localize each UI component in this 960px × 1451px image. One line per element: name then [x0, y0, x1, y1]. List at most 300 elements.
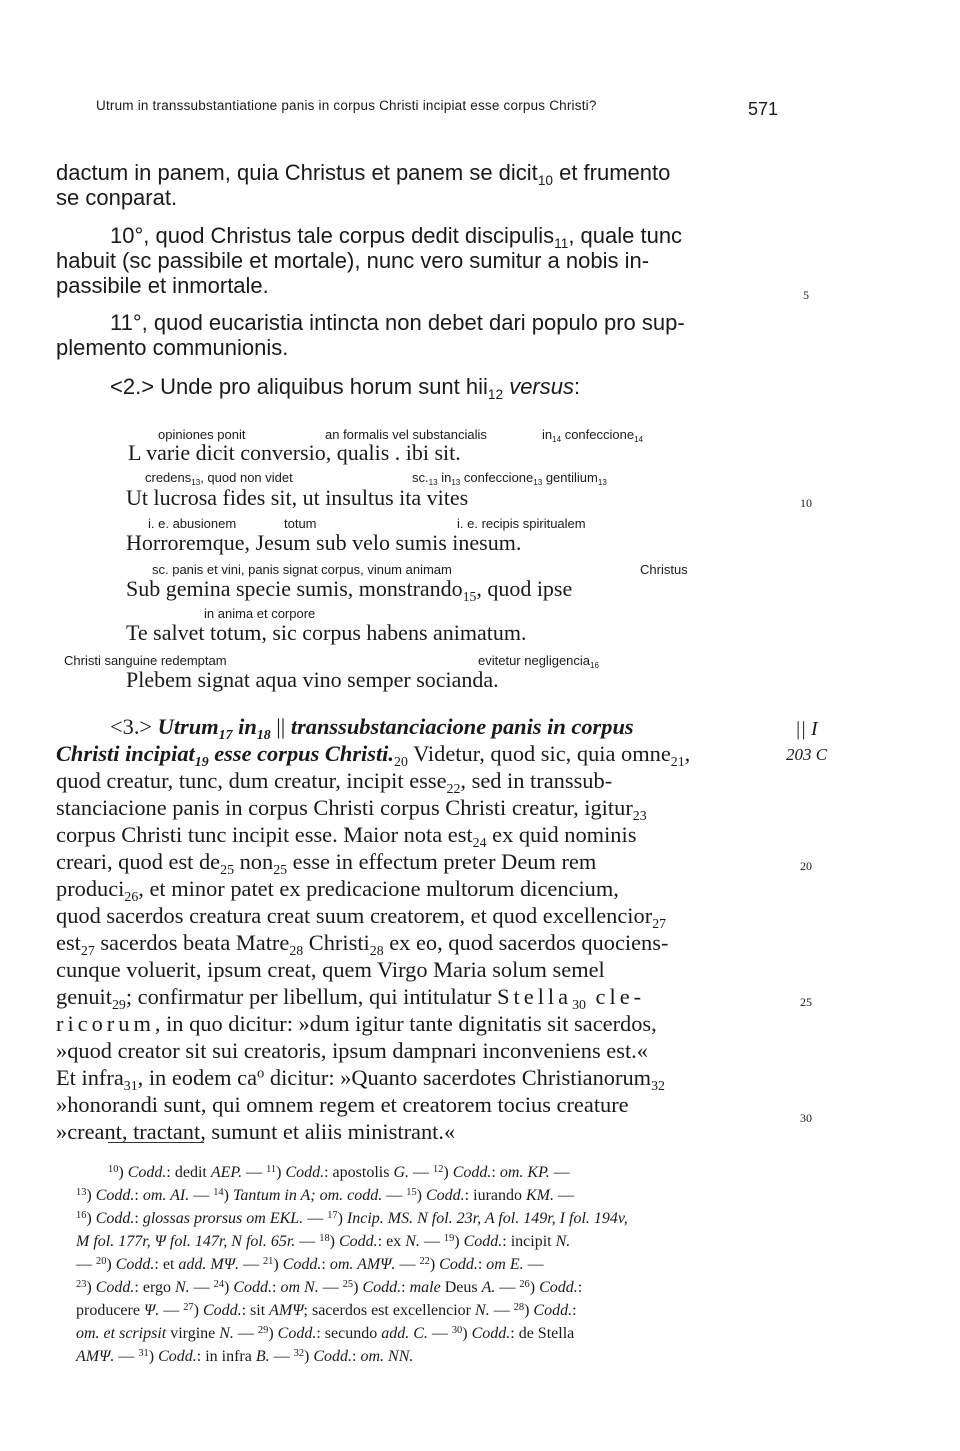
superscript-note-ref: 30: [451, 1324, 463, 1336]
text-segment: N.: [555, 1233, 571, 1250]
text-segment: esse in effectum preter Deum rem: [287, 849, 597, 874]
section-line: [56, 741, 691, 770]
subscript-note-ref: 28: [289, 943, 304, 959]
verse-gloss: [204, 606, 315, 621]
section-line: [56, 930, 669, 959]
text-segment: cle-: [585, 984, 646, 1009]
text-segment: produci: [56, 876, 125, 901]
text-segment: AMΨ.: [76, 1348, 115, 1365]
text-segment: —: [495, 1279, 520, 1296]
text-segment: Videtur, quod sic, quia omne: [407, 741, 671, 766]
text-segment: ||: [270, 714, 291, 739]
text-segment: Codd.: [426, 1187, 465, 1204]
text-segment: AEP.: [210, 1164, 243, 1181]
margin-folio-reference: 203 C: [786, 745, 828, 764]
text-segment: add. C.: [381, 1325, 428, 1342]
text-segment: ): [86, 1187, 96, 1204]
text-segment: ; confirmatur per libellum, qui intitulatur: [125, 984, 498, 1009]
text-segment: et frumento: [552, 160, 671, 185]
subscript-note-ref: 13: [451, 477, 461, 487]
text-segment: Deus: [440, 1279, 482, 1296]
text-line: [56, 185, 177, 211]
text-segment: Codd.: [463, 1233, 503, 1250]
text-segment: :: [491, 1164, 500, 1181]
text-segment: i. e. recipis spiritualem: [457, 516, 586, 531]
text-segment: N.: [219, 1325, 234, 1342]
section-line: [56, 1092, 629, 1118]
text-segment: KM.: [526, 1187, 554, 1204]
text-segment: , et minor patet ex predicacione multorum dicencium,: [138, 876, 619, 901]
text-segment: Codd.: [282, 1256, 322, 1273]
text-segment: ): [353, 1279, 363, 1296]
section-line: [56, 1065, 665, 1094]
section-line: [110, 714, 634, 743]
superscript-note-ref: 28: [513, 1301, 525, 1313]
subscript-note-ref: 17: [218, 727, 233, 743]
text-segment: Codd.: [339, 1233, 378, 1250]
text-segment: ): [86, 1210, 96, 1227]
section-line: [56, 822, 637, 851]
text-segment: ricorum: [56, 1011, 155, 1036]
superscript-note-ref: 16: [76, 1209, 87, 1221]
text-segment: om. AMΨ.: [329, 1256, 396, 1273]
text-segment: Codd.: [233, 1279, 273, 1296]
text-segment: Codd.: [95, 1279, 135, 1296]
text-segment: om N.: [280, 1279, 319, 1296]
subscript-note-ref: 10: [537, 172, 553, 188]
subscript-note-ref: 19: [194, 754, 209, 770]
verse-gloss: [412, 470, 607, 485]
text-segment: —: [409, 1164, 434, 1181]
superscript-note-ref: 10: [108, 1163, 119, 1175]
page-number: 571: [748, 99, 779, 119]
text-line: [110, 223, 682, 249]
text-segment: , in quo dicitur: »dum igitur tante dignitatis sit sacerdos,: [154, 1011, 657, 1036]
subscript-note-ref: 24: [472, 835, 487, 851]
text-segment: —: [395, 1256, 420, 1273]
text-segment: gentilium: [542, 470, 598, 485]
footnote-rule: [108, 1142, 204, 1143]
text-segment: ): [304, 1348, 314, 1365]
superscript-note-ref: 32: [293, 1347, 305, 1359]
text-segment: cunque voluerit, ipsum creat, quem Virgo Maria solum semel: [56, 957, 605, 982]
subscript-note-ref: 18: [256, 727, 271, 743]
subscript-note-ref: 13: [191, 477, 201, 487]
section-line: [56, 795, 647, 824]
text-segment: A.: [481, 1279, 496, 1296]
text-segment: om. et scripsit: [76, 1325, 167, 1342]
text-segment: —: [159, 1302, 184, 1319]
text-segment: :: [134, 1187, 143, 1204]
text-segment: ): [337, 1210, 347, 1227]
text-segment: —: [419, 1233, 444, 1250]
subscript-note-ref: 23: [632, 808, 647, 824]
text-segment: N.: [174, 1279, 190, 1296]
text-segment: Codd.: [127, 1164, 167, 1181]
verse-line: [126, 485, 468, 511]
subscript-note-ref: 29: [111, 997, 126, 1013]
text-segment: opiniones ponit: [158, 427, 246, 442]
text-segment: Tantum in A; om. codd.: [232, 1187, 383, 1204]
footnote-line: [76, 1325, 574, 1343]
footnote-line: [108, 1164, 570, 1182]
superscript-note-ref: 19: [443, 1232, 455, 1244]
text-segment: in anima et corpore: [204, 606, 316, 621]
text-segment: dactum in panem, quia Christus et panem se dicit: [56, 160, 538, 185]
text-segment: —: [549, 1164, 570, 1181]
text-segment: »quod creator sit sui creatoris, ipsum dampnari inconveniens est.«: [56, 1038, 648, 1063]
text-segment: , in eodem ca: [137, 1065, 258, 1090]
text-segment: dicitur: »Quanto sacerdotes Christianorum: [264, 1065, 652, 1090]
text-segment: —: [233, 1325, 258, 1342]
text-segment: Ut lucrosa fides sit, ut insultus ita vites: [126, 485, 469, 510]
superscript-note-ref: 13: [76, 1186, 87, 1198]
text-segment: Ψ.: [143, 1302, 160, 1319]
margin-line-number: 5: [803, 288, 809, 302]
subscript-note-ref: 22: [446, 781, 461, 797]
text-segment: versus: [509, 374, 574, 399]
text-segment: —: [427, 1325, 452, 1342]
text-segment: in: [437, 470, 452, 485]
text-segment: Codd.: [158, 1348, 197, 1365]
text-segment: evitetur negligencia: [478, 653, 591, 668]
text-segment: ): [118, 1164, 128, 1181]
text-segment: Codd.: [471, 1325, 511, 1342]
text-segment: passibile et inmortale.: [56, 273, 269, 298]
text-line: [56, 160, 670, 186]
footnote-line: [76, 1256, 544, 1274]
subscript-note-ref: 27: [80, 943, 95, 959]
text-segment: confeccione: [561, 427, 635, 442]
text-segment: virgine: [166, 1325, 220, 1342]
text-segment: om E.: [486, 1256, 524, 1273]
text-segment: plemento communionis.: [56, 335, 289, 360]
text-segment: , quale tunc: [568, 223, 683, 248]
text-segment: Codd.: [285, 1164, 325, 1181]
superscript-note-ref: o: [257, 1065, 265, 1082]
subscript-note-ref: 27: [652, 916, 667, 932]
text-segment: ): [524, 1302, 534, 1319]
subscript-note-ref: 14: [634, 434, 644, 444]
subscript-note-ref: 14: [552, 434, 562, 444]
text-segment: Plebem signat aqua vino semper socianda.: [126, 667, 499, 692]
text-segment: ): [268, 1325, 278, 1342]
running-title: Utrum in transsubstantiatione panis in corpus Christi incipiat esse corpus Christi?: [96, 98, 597, 113]
text-segment: : dedit: [166, 1164, 211, 1181]
text-segment: : ex: [377, 1233, 406, 1250]
text-segment: Codd.: [202, 1302, 242, 1319]
text-segment: :: [477, 1256, 487, 1273]
section-line: [56, 768, 613, 797]
margin-line-number: 25: [800, 995, 812, 1009]
superscript-note-ref: 11: [266, 1163, 277, 1175]
text-segment: 10°, quod Christus tale corpus dedit discipulis: [110, 223, 555, 248]
margin-line-number: 30: [800, 1111, 812, 1125]
text-segment: non: [234, 849, 274, 874]
text-segment: »honorandi sunt, qui omnem regem et creatorem tocius creature: [56, 1092, 629, 1117]
superscript-note-ref: 27: [183, 1301, 194, 1313]
text-segment: : apostolis: [324, 1164, 394, 1181]
text-segment: —: [554, 1187, 574, 1204]
text-segment: ): [106, 1256, 116, 1273]
section-line: [56, 984, 646, 1013]
subscript-note-ref: 20: [394, 754, 408, 770]
subscript-note-ref: 26: [124, 889, 139, 905]
superscript-note-ref: 14: [213, 1186, 224, 1198]
subscript-note-ref: 16: [590, 660, 599, 670]
text-segment: : et: [154, 1256, 179, 1273]
text-segment: ): [529, 1279, 540, 1296]
superscript-note-ref: 29: [257, 1324, 269, 1336]
text-segment: ): [276, 1164, 286, 1181]
text-segment: —: [318, 1279, 343, 1296]
superscript-note-ref: 17: [327, 1209, 338, 1221]
text-segment: sacerdos beata Matre: [94, 930, 290, 955]
superscript-note-ref: 18: [319, 1232, 330, 1244]
text-segment: in: [232, 714, 257, 739]
text-segment: —: [269, 1348, 294, 1365]
text-segment: :: [573, 374, 581, 399]
text-segment: L varie dicit conversio, qualis . ibi sit.: [128, 440, 461, 465]
text-segment: in: [542, 427, 553, 442]
section-line: [56, 1038, 648, 1064]
text-segment: ): [193, 1302, 203, 1319]
text-segment: Christi incipiat: [56, 741, 195, 766]
subscript-note-ref: 11: [554, 235, 569, 251]
text-segment: Horroremque, Jesum sub velo sumis inesum.: [126, 530, 522, 555]
text-segment: :: [134, 1210, 143, 1227]
subscript-note-ref: 25: [273, 862, 288, 878]
footnote-line: [76, 1348, 413, 1366]
text-segment: ): [329, 1233, 339, 1250]
text-segment: Incip. MS. N fol. 23r, A fol. 149r, I fol. 194v,: [346, 1210, 628, 1227]
text-segment: ex quid nominis: [486, 822, 637, 847]
subscript-note-ref: 12: [487, 386, 504, 402]
superscript-note-ref: 26: [519, 1278, 530, 1290]
text-segment: : sit: [241, 1302, 270, 1319]
text-segment: Codd.: [533, 1302, 573, 1319]
text-segment: —: [242, 1164, 267, 1181]
text-segment: 11°, quod eucaristia intincta non debet dari populo pro sup-: [110, 310, 685, 335]
text-segment: ex eo, quod sacerdos quociens-: [383, 930, 669, 955]
text-segment: stanciacione panis in corpus Christi corpus Christi creatur, igitur: [56, 795, 633, 820]
text-segment: ): [462, 1325, 472, 1342]
text-segment: :: [577, 1279, 583, 1296]
text-segment: ): [416, 1187, 426, 1204]
text-segment: add. MΨ.: [178, 1256, 239, 1273]
text-segment: i. e. abusionem: [148, 516, 237, 531]
text-segment: N.: [475, 1302, 490, 1319]
verse-gloss: [284, 516, 317, 531]
superscript-note-ref: 25: [342, 1278, 354, 1290]
text-segment: esse corpus Christi.: [208, 741, 395, 766]
text-segment: producere: [76, 1302, 144, 1319]
text-segment: , quod ipse: [476, 576, 573, 601]
text-segment: N.: [405, 1233, 420, 1250]
text-segment: Codd.: [452, 1164, 492, 1181]
text-segment: confeccione: [460, 470, 534, 485]
text-segment: , sed in transsub-: [460, 768, 613, 793]
text-segment: Christi: [303, 930, 370, 955]
text-segment: om. AI.: [142, 1187, 190, 1204]
text-segment: —: [189, 1279, 214, 1296]
text-segment: quod creatur, tunc, dum creatur, incipit esse: [56, 768, 447, 793]
margin-line-number: 10: [800, 496, 812, 510]
section-line: [56, 876, 619, 905]
text-segment: om. KP.: [499, 1164, 550, 1181]
text-segment: habuit (sc passibile et mortale), nunc vero sumitur a nobis in-: [56, 248, 650, 273]
section-line: [56, 1011, 657, 1037]
margin-line-number: 20: [800, 859, 812, 873]
text-segment: Codd.: [362, 1279, 402, 1296]
superscript-note-ref: 23: [76, 1278, 87, 1290]
text-segment: —: [523, 1256, 544, 1273]
text-segment: Codd.: [95, 1187, 135, 1204]
verse-gloss: [640, 562, 688, 577]
footnote-line: [76, 1210, 628, 1228]
text-segment: Codd.: [313, 1348, 353, 1365]
subscript-note-ref: 13: [533, 477, 543, 487]
subscript-note-ref: 28: [369, 943, 384, 959]
text-segment: transsubstanciacione panis in corpus: [290, 714, 634, 739]
text-segment: : in infra: [196, 1348, 256, 1365]
verse-line: [126, 620, 526, 646]
text-line: [110, 374, 580, 400]
text-segment: Et infra: [56, 1065, 124, 1090]
superscript-note-ref: 12: [433, 1163, 444, 1175]
text-segment: M fol. 177r, Ψ fol. 147r, N fol. 65r.: [76, 1233, 296, 1250]
text-segment: G.: [393, 1164, 410, 1181]
verse-line: [126, 576, 572, 602]
text-segment: :: [401, 1279, 410, 1296]
margin-folio-reference: || I: [795, 718, 818, 740]
text-segment: :: [352, 1348, 361, 1365]
text-segment: —: [382, 1187, 407, 1204]
subscript-note-ref: 25: [220, 862, 235, 878]
footnote-line: [76, 1233, 570, 1251]
text-segment: ,: [684, 741, 691, 766]
text-segment: ): [454, 1233, 464, 1250]
superscript-note-ref: 31: [138, 1347, 149, 1359]
text-line: [56, 273, 269, 299]
text-segment: Codd.: [439, 1256, 478, 1273]
verse-gloss: [152, 562, 452, 577]
text-segment: Utrum: [157, 714, 219, 739]
subscript-note-ref: 31: [123, 1078, 138, 1094]
text-line: [110, 310, 685, 336]
subscript-note-ref: 15: [462, 588, 477, 604]
subscript-note-ref: 13: [428, 477, 438, 487]
verse-gloss: [148, 516, 236, 531]
verse-gloss: [542, 427, 643, 442]
text-line: [56, 335, 288, 361]
text-segment: —: [295, 1233, 320, 1250]
subscript-note-ref: 13: [597, 477, 607, 487]
text-segment: genuit: [56, 984, 112, 1009]
text-segment: Sub gemina specie sumis, monstrando: [126, 576, 463, 601]
text-segment: —: [303, 1210, 328, 1227]
text-segment: totum: [284, 516, 317, 531]
text-segment: credens: [145, 470, 192, 485]
text-segment: —: [76, 1256, 96, 1273]
text-segment: :: [321, 1256, 330, 1273]
text-segment: <2.> Unde pro aliquibus horum sunt hii: [110, 374, 488, 399]
text-segment: Te salvet totum, sic corpus habens animatum.: [126, 620, 527, 645]
subscript-note-ref: 32: [651, 1078, 665, 1094]
text-segment: <3.>: [110, 714, 158, 739]
text-segment: »creant, tractant, sumunt et aliis ministrant.«: [56, 1119, 456, 1144]
text-line: [56, 248, 649, 274]
text-segment: B.: [255, 1348, 270, 1365]
verse-line: [126, 667, 499, 693]
text-segment: AMΨ: [269, 1302, 304, 1319]
text-segment: glossas prorsus om EKL.: [142, 1210, 304, 1227]
text-segment: ): [273, 1256, 283, 1273]
superscript-note-ref: 21: [262, 1255, 274, 1267]
section-line: [56, 849, 597, 878]
text-segment: :: [272, 1279, 281, 1296]
section-line: [56, 957, 605, 983]
text-segment: male: [409, 1279, 441, 1296]
text-segment: Christus: [640, 562, 688, 577]
text-segment: ; sacerdos est excellencior: [303, 1302, 476, 1319]
text-segment: ): [443, 1164, 453, 1181]
text-segment: Codd.: [539, 1279, 578, 1296]
text-segment: Codd.: [115, 1256, 155, 1273]
footnote-line: [76, 1279, 582, 1297]
verse-gloss: [64, 653, 227, 668]
text-segment: : ergo: [134, 1279, 175, 1296]
footnote-line: [76, 1187, 574, 1205]
text-segment: ): [223, 1187, 233, 1204]
verse-line: [128, 440, 461, 466]
subscript-note-ref: 30: [572, 997, 586, 1013]
text-segment: quod sacerdos creatura creat suum creatorem, et quod excellencior: [56, 903, 653, 928]
text-segment: —: [489, 1302, 514, 1319]
text-segment: Christi sanguine redemptam: [64, 653, 227, 668]
text-segment: ): [224, 1279, 234, 1296]
verse-gloss: [457, 516, 586, 531]
footnote-line: [76, 1302, 577, 1320]
text-segment: se conparat.: [56, 185, 178, 210]
text-segment: : de Stella: [510, 1325, 575, 1342]
text-segment: : iurando: [464, 1187, 526, 1204]
text-segment: : incipit: [502, 1233, 556, 1250]
verse-gloss: [145, 470, 293, 485]
text-segment: sc. panis et vini, panis signat corpus, vinum animam: [152, 562, 452, 577]
text-segment: :: [572, 1302, 577, 1319]
text-segment: , quod non videt: [200, 470, 293, 485]
superscript-note-ref: 15: [406, 1186, 417, 1198]
text-segment: an formalis vel substancialis: [325, 427, 487, 442]
text-segment: Codd.: [95, 1210, 135, 1227]
verse-line: [126, 530, 521, 556]
verse-gloss: [478, 653, 599, 668]
text-segment: —: [114, 1348, 139, 1365]
superscript-note-ref: 22: [419, 1255, 430, 1267]
text-segment: est: [56, 930, 81, 955]
section-line: [56, 903, 667, 932]
subscript-note-ref: 21: [670, 754, 685, 770]
text-segment: —: [238, 1256, 263, 1273]
text-segment: sc.: [412, 470, 429, 485]
text-segment: ): [86, 1279, 96, 1296]
superscript-note-ref: 24: [213, 1278, 225, 1290]
text-segment: creari, quod est de: [56, 849, 221, 874]
text-segment: —: [189, 1187, 214, 1204]
superscript-note-ref: 20: [96, 1255, 107, 1267]
text-segment: corpus Christi tunc incipit esse. Maior nota est: [56, 822, 473, 847]
